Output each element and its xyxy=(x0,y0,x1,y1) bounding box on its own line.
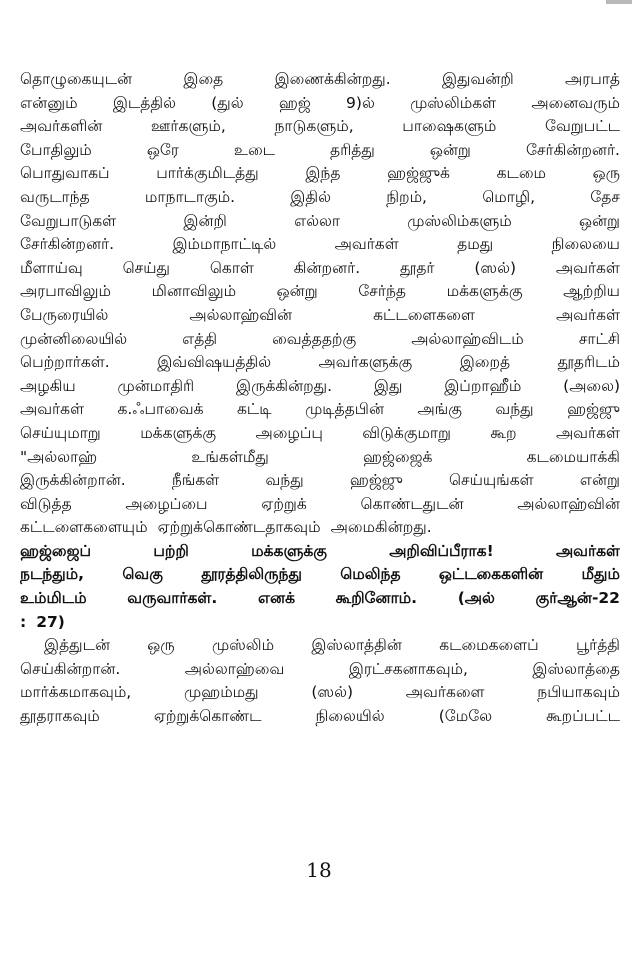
text-line: அவர்கள் க.ஃபாவைக் கட்டி முடித்தபின் அங்கு வந்து ஹஜ்ஜு xyxy=(20,400,620,419)
text-line: என்னும் இடத்தில் (துல் ஹஜ் 9)ல் முஸ்லிம்கள் அனைவரும் xyxy=(20,93,620,112)
text-line: வேறுபாடுகள் இன்றி எல்லா முஸ்லிம்களும் ஒன்று xyxy=(20,211,620,230)
text-line: போதிலும் ஒரே உடை தரித்து ஒன்று சேர்கின்றனர். xyxy=(20,140,620,159)
text-line: பெற்றார்கள். இவ்விஷயத்தில் அவர்களுக்கு இறைத் தூதரிடம் xyxy=(20,353,620,372)
text-line: விடுத்த அழைப்பை ஏற்றுக் கொண்டதுடன் அல்லாஹ்வின் xyxy=(20,494,620,513)
text-line: "அல்லாஹ் உங்கள்மீது ஹஜ்ஜைக் கடமையாக்கி xyxy=(20,447,620,466)
text-line: அழகிய முன்மாதிரி இருக்கின்றது. இது இப்றாஹீம் (அலை) xyxy=(20,376,620,395)
text-line: மார்க்கமாகவும், முஹம்மது (ஸல்) அவர்களை நபியாகவும் xyxy=(20,683,620,702)
text-line: உம்மிடம் வருவார்கள். எனக் கூறினோம். (அல் குர்ஆன்-22 xyxy=(20,589,620,608)
text-line: வருடாந்த மாநாடாகும். இதில் நிறம், மொழி, தேச xyxy=(20,187,620,206)
text-line: அரபாவிலும் மினாவிலும் ஒன்று சேர்ந்த மக்களுக்கு ஆற்றிய xyxy=(20,282,620,301)
text-line: செய்யுமாறு மக்களுக்கு அழைப்பு விடுக்குமாறு கூற அவர்கள் xyxy=(20,423,620,442)
paragraph-1 xyxy=(20,68,620,540)
text-line: கட்டளைகளையும் ஏற்றுக்கொண்டதாகவும் அமைகின்றது. xyxy=(20,518,432,537)
text-line: மீளாய்வு செய்து கொள் கின்றனர். தூதர் (ஸல்) அவர்கள் xyxy=(20,258,620,277)
text-line: நடந்தும், வெகு தூரத்திலிருந்து மெலிந்த ஒட்டகைகளின் மீதும் xyxy=(20,565,620,584)
text-line: : 27) xyxy=(20,612,65,631)
page-edge-mark xyxy=(606,0,632,4)
text-line: பொதுவாகப் பார்க்குமிடத்து இந்த ஹஜ்ஜுக் கடமை ஒரு xyxy=(20,164,620,183)
text-line: செய்கின்றான். அல்லாஹ்வை இரட்சகனாகவும், இஸ்லாத்தை xyxy=(20,659,620,678)
paragraph-2 xyxy=(20,634,620,728)
text-line: ஹஜ்ஜைப் பற்றி மக்களுக்கு அறிவிப்பீராக! அவர்கள் xyxy=(20,541,620,560)
text-line: அவர்களின் ஊர்களும், நாடுகளும், பாஷைகளும் வேறுபட்ட xyxy=(20,117,620,136)
text-line: தூதராகவும் ஏற்றுக்கொண்ட நிலையில் (மேலே கூறப்பட்ட xyxy=(20,707,620,726)
text-line: பேருரையில் அல்லாஹ்வின் கட்டளைகளை அவர்கள் xyxy=(20,305,620,324)
text-line: முன்னிலையில் எத்தி வைத்ததற்கு அல்லாஹ்விடம் சாட்சி xyxy=(20,329,620,348)
page-number: 18 xyxy=(306,858,332,882)
quran-quote xyxy=(20,540,620,634)
text-line: சேர்கின்றனர். இம்மாநாட்டில் அவர்கள் தமது நிலையை xyxy=(20,235,620,254)
text-line: தொழுகையுடன் இதை இணைக்கின்றது. இதுவன்றி அரபாத் xyxy=(20,70,620,88)
page-body xyxy=(20,68,620,729)
text-line: இருக்கின்றான். நீங்கள் வந்து ஹஜ்ஜு செய்யுங்கள் என்று xyxy=(20,471,620,490)
text-line: இத்துடன் ஒரு முஸ்லிம் இஸ்லாத்தின் கடமைகளைப் பூர்த்தி xyxy=(44,636,620,655)
